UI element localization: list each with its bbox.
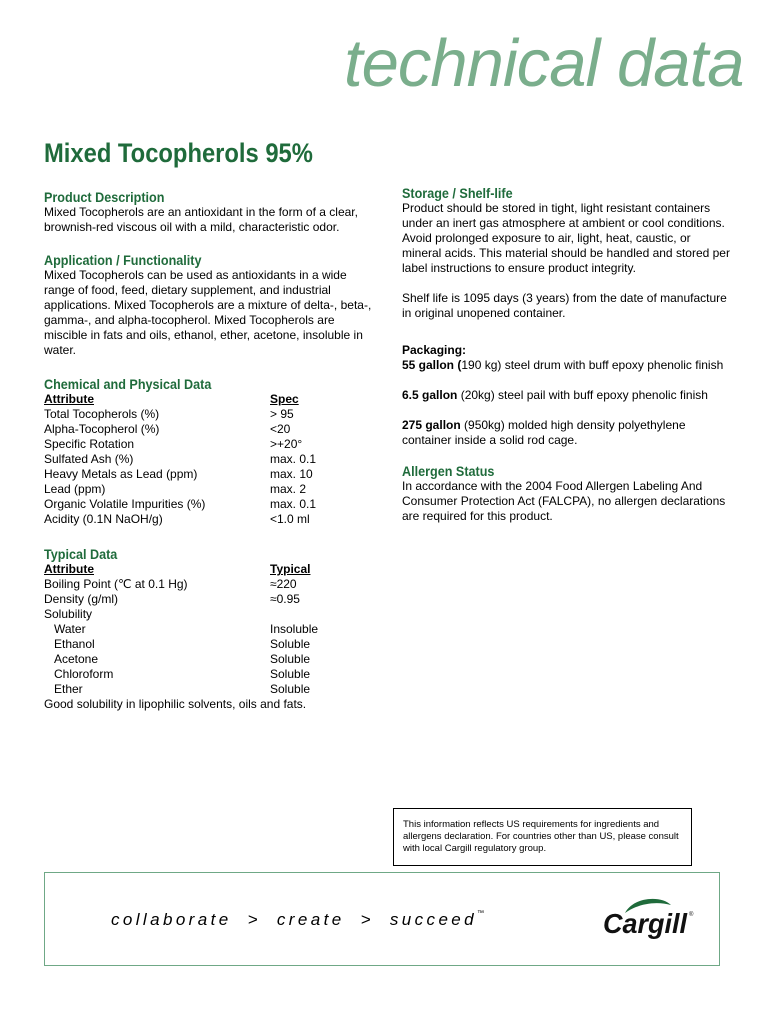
table-cell-typical: Insoluble: [270, 622, 319, 636]
packaging-item: [402, 418, 732, 448]
packaging-item: [402, 388, 732, 403]
table-cell-attribute: Acetone: [54, 652, 99, 666]
packaging-desc: (950kg) molded high density polyethylene container inside a solid rod cage.: [402, 418, 686, 447]
cargill-logo-text: Cargill: [603, 908, 689, 939]
table-header-attribute: Attribute: [44, 392, 94, 406]
page-title: Mixed Tocopherols 95%: [44, 138, 313, 168]
table-cell-typical: Soluble: [270, 652, 311, 666]
typical-data-heading: Typical Data: [44, 546, 118, 562]
table-cell-spec: >+20°: [270, 437, 303, 451]
table-cell-spec: max. 10: [270, 467, 313, 481]
application-body: Mixed Tocopherols can be used as antioxidants in a wide range of food, feed, dietary supplement, and industrial applications. Mixed Tocopherols are a mixture of delta-, beta-, gamma-, and alpha-tocopherol. Mixed Tocopherols are miscible in fats and oils, ethanol, ether, acetone, insoluble in water.: [44, 268, 372, 357]
table-cell-typical: ≈0.95: [270, 592, 300, 606]
regulatory-notice-text: This information reflects US requirements for ingredients and allergens declaration. For countries other than US, please consult with local Cargill regulatory group.: [403, 819, 679, 854]
table-cell-typical: [270, 607, 374, 622]
brand-header: technical data: [344, 26, 744, 101]
packaging-item: [402, 358, 732, 373]
packaging-size: 55 gallon (: [402, 358, 462, 372]
application-heading: Application / Functionality: [44, 252, 202, 268]
table-cell-spec: max. 0.1: [270, 452, 317, 466]
table-cell-attribute: Ethanol: [54, 637, 95, 651]
table-cell-attribute: Sulfated Ash (%): [44, 452, 134, 466]
cargill-logo: [599, 893, 699, 939]
solubility-note: Good solubility in lipophilic solvents, oils and fats.: [44, 697, 307, 711]
storage-heading: Storage / Shelf-life: [402, 185, 513, 201]
allergen-heading: Allergen Status: [402, 463, 495, 479]
table-cell-attribute: Organic Volatile Impurities (%): [44, 497, 206, 511]
table-cell-attribute: Ether: [54, 682, 83, 696]
table-cell-attribute: Specific Rotation: [44, 437, 135, 451]
product-description-body: Mixed Tocopherols are an antioxidant in the form of a clear, brownish-red viscous oil with a mild, characteristic odor.: [44, 205, 358, 234]
typical-data-table: [44, 562, 374, 697]
table-header-attribute: Attribute: [44, 562, 94, 576]
tagline-succeed: succeed: [389, 910, 478, 929]
table-cell-typical: Soluble: [270, 682, 311, 696]
table-cell-attribute: Water: [54, 622, 86, 636]
packaging-size: 6.5 gallon: [402, 388, 458, 402]
footer-banner: [44, 872, 720, 966]
table-cell-spec: max. 0.1: [270, 497, 317, 511]
tagline-arrow: >: [360, 910, 374, 929]
chemical-data-heading: Chemical and Physical Data: [44, 376, 212, 392]
table-cell-attribute: Lead (ppm): [44, 482, 106, 496]
table-header-spec: Spec: [270, 392, 299, 406]
tagline-create: create: [276, 910, 345, 929]
regulatory-notice-box: [393, 808, 692, 866]
right-column: [402, 185, 732, 524]
cargill-logo-registered: ®: [689, 912, 694, 918]
packaging-desc: (20kg) steel pail with buff epoxy phenolic finish: [457, 388, 708, 402]
tagline-arrow: >: [247, 910, 261, 929]
table-cell-attribute: Total Tocopherols (%): [44, 407, 160, 421]
left-column: [44, 189, 374, 712]
table-cell-attribute: Solubility: [44, 607, 93, 621]
table-header-typical: Typical: [270, 562, 311, 576]
table-cell-spec: > 95: [270, 407, 294, 421]
table-cell-spec: <1.0 ml: [270, 512, 310, 526]
tagline-collaborate: collaborate: [111, 910, 232, 929]
trademark-mark: ™: [477, 910, 485, 917]
tagline: [111, 910, 484, 930]
packaging-desc: 190 kg) steel drum with buff epoxy phenolic finish: [461, 358, 724, 372]
table-cell-attribute: Chloroform: [54, 667, 114, 681]
shelf-life-text: Shelf life is 1095 days (3 years) from the date of manufacture in original unopened container.: [402, 291, 727, 320]
packaging-size: 275 gallon: [402, 418, 461, 432]
table-cell-typical: Soluble: [270, 667, 311, 681]
table-cell-typical: ≈220: [270, 577, 297, 591]
table-cell-attribute: Boiling Point (℃ at 0.1 Hg): [44, 577, 188, 591]
storage-body: Product should be stored in tight, light resistant containers under an inert gas atmosphere at ambient or cool conditions. Avoid prolonged exposure to air, light, heat, caustic, or mineral acids. This material should be handled and stored per label instructions to ensure product integrity.: [402, 201, 730, 275]
chemical-data-table: [44, 392, 374, 527]
packaging-heading: Packaging:: [402, 343, 467, 357]
table-cell-attribute: Alpha-Tocopherol (%): [44, 422, 160, 436]
table-cell-spec: <20: [270, 422, 291, 436]
allergen-body: In accordance with the 2004 Food Allergen Labeling And Consumer Protection Act (FALCPA), no allergen declarations are required for this product.: [402, 479, 726, 523]
table-cell-attribute: Density (g/ml): [44, 592, 119, 606]
table-cell-spec: max. 2: [270, 482, 307, 496]
product-description-heading: Product Description: [44, 189, 165, 205]
table-cell-typical: Soluble: [270, 637, 311, 651]
table-cell-attribute: Heavy Metals as Lead (ppm): [44, 467, 198, 481]
table-cell-attribute: Acidity (0.1N NaOH/g): [44, 512, 163, 526]
